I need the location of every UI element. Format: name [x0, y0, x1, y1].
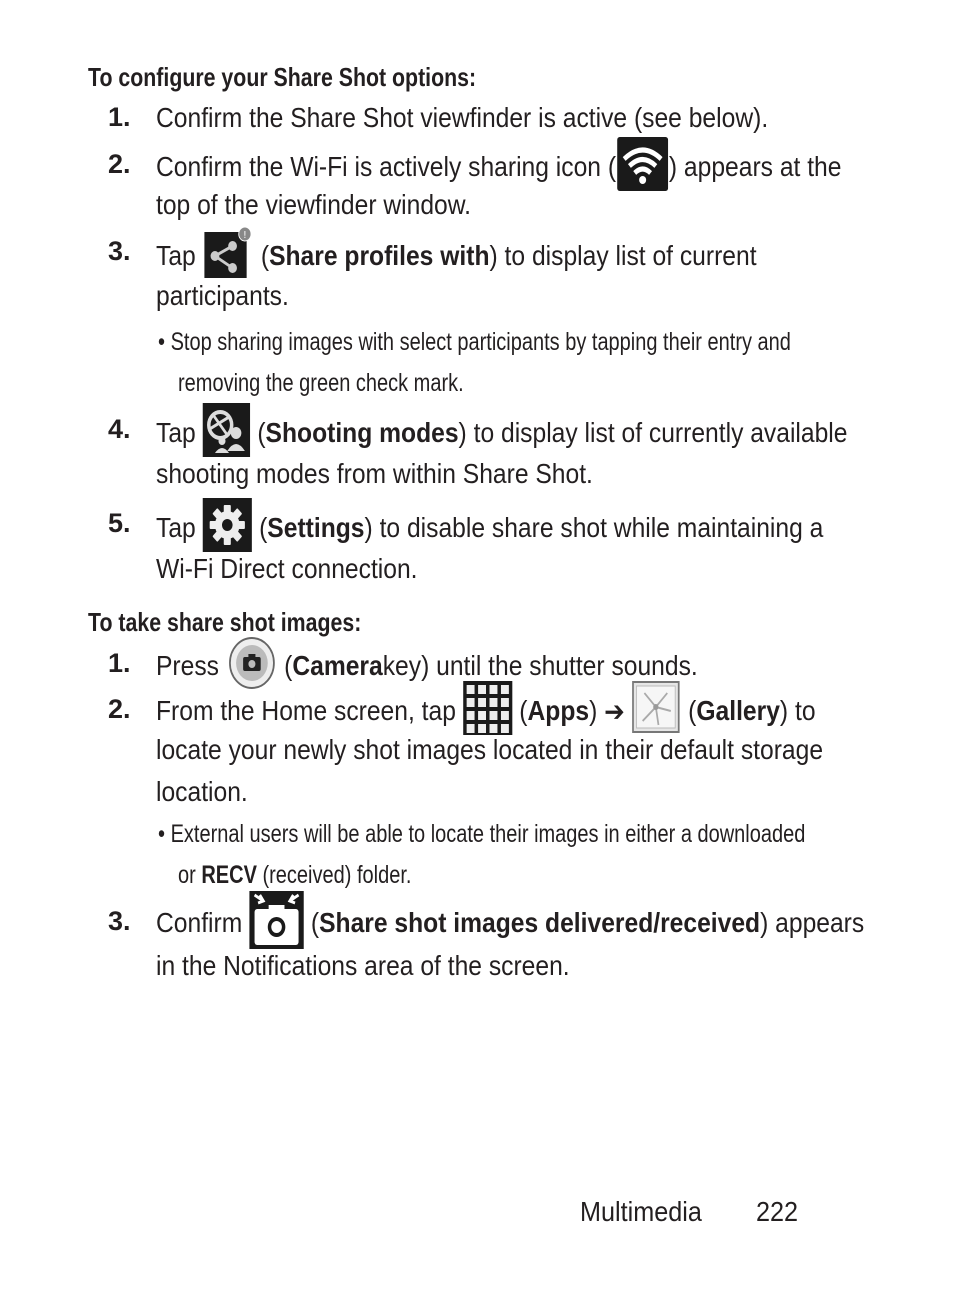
step-text-cont: locate your newly shot images located in their default storage — [156, 734, 824, 765]
step-text: Tap ( Shooting modes ) to display list of currently available — [156, 405, 848, 461]
step-text-cont: top of the viewfinder window. — [156, 189, 472, 220]
gallery-label: Gallery — [696, 695, 780, 726]
bullet-text-cont: or RECV (received) folder. — [178, 861, 412, 889]
step-text: Press ( Camera key) until the shutter sounds. — [156, 638, 698, 694]
step-text-post: ) appears at the — [668, 151, 842, 182]
gallery-icon — [632, 681, 681, 742]
step-text: Tap ( Settings ) to disable share shot while maintaining a — [156, 500, 823, 556]
arrow-icon: ➔ — [604, 695, 625, 727]
bullet-item: • External users will be able to locate their images in either a downloaded — [158, 820, 806, 848]
step-text: Tap ! ( Share profiles with ) to display list of current — [156, 228, 757, 284]
footer-section-name: Multimedia — [580, 1196, 702, 1227]
bullet-text: External users will be able to locate their images in either a downloaded — [170, 820, 806, 848]
apps-label: Apps — [527, 695, 590, 726]
step-text-cont: shooting modes from within Share Shot. — [156, 458, 593, 489]
bullet-text: Stop sharing images with select participants by tapping their entry and — [170, 328, 791, 356]
step-text-bold: Settings — [267, 512, 365, 543]
step-text-bold: Shooting modes — [265, 417, 459, 448]
step-text-cont: location. — [156, 776, 248, 807]
step-text-post: ) to disable share shot while maintaining a — [364, 512, 824, 543]
bullet-item: • Stop sharing images with select participants by tapping their entry and — [158, 328, 791, 356]
apps-grid-icon — [463, 681, 512, 742]
share-profiles-icon — [203, 226, 254, 287]
step-text-pre: Tap — [156, 417, 196, 448]
step-text-pre: Press — [156, 650, 219, 681]
step-number: 4. — [108, 414, 131, 444]
step-number: 1. — [108, 648, 131, 678]
shooting-modes-icon — [203, 403, 251, 464]
step-text-bold: Share shot images delivered/received — [319, 907, 761, 938]
step-number: 5. — [108, 508, 131, 538]
step-text-pre: Tap — [156, 512, 196, 543]
section-heading-take-images: To take share shot images: — [88, 607, 362, 637]
wifi-sharing-icon — [617, 137, 668, 198]
step-text-post: ) to display list of current — [489, 240, 757, 271]
bullet-text-cont: removing the green check mark. — [178, 369, 464, 397]
share-shot-notification-icon — [249, 891, 304, 956]
step-text-pre: Confirm the Wi-Fi is actively sharing icon ( — [156, 151, 617, 182]
step-text — [156, 139, 841, 195]
settings-gear-icon — [203, 498, 252, 559]
step-number: 3. — [108, 906, 131, 936]
step-text-cont: in the Notifications area of the screen. — [156, 950, 570, 981]
step-text-post: ) to — [779, 695, 816, 726]
step-text-post: key) until the shutter sounds. — [382, 650, 698, 681]
step-text-cont: participants. — [156, 280, 289, 311]
step-number: 2. — [108, 694, 131, 724]
recv-label: RECV — [201, 861, 257, 889]
step-text-pre: Confirm — [156, 907, 243, 938]
step-number: 3. — [108, 236, 131, 266]
step-number: 2. — [108, 149, 131, 179]
step-text-pre: From the Home screen, tap — [156, 695, 456, 726]
svg-text:!: ! — [243, 229, 247, 241]
section-heading-configure: To configure your Share Shot options: — [88, 62, 477, 92]
step-text: Confirm ( Share shot images delivered/received ) appears — [156, 893, 864, 953]
step-text: Confirm the Share Shot viewfinder is active (see below). — [156, 102, 769, 133]
step-text-bold: Share profiles with — [269, 240, 490, 271]
step-text-bold: Camera — [292, 650, 383, 681]
step-text: From the Home screen, tap ( Apps ) ➔ ( Gallery ) to — [156, 682, 816, 740]
step-text-pre: Tap — [156, 240, 196, 271]
step-text-cont: Wi-Fi Direct connection. — [156, 553, 418, 584]
step-number: 1. — [108, 102, 131, 132]
step-text-post: ) appears — [760, 907, 865, 938]
step-text-post: ) to display list of currently available — [458, 417, 848, 448]
footer-page-number: 222 — [756, 1196, 799, 1227]
